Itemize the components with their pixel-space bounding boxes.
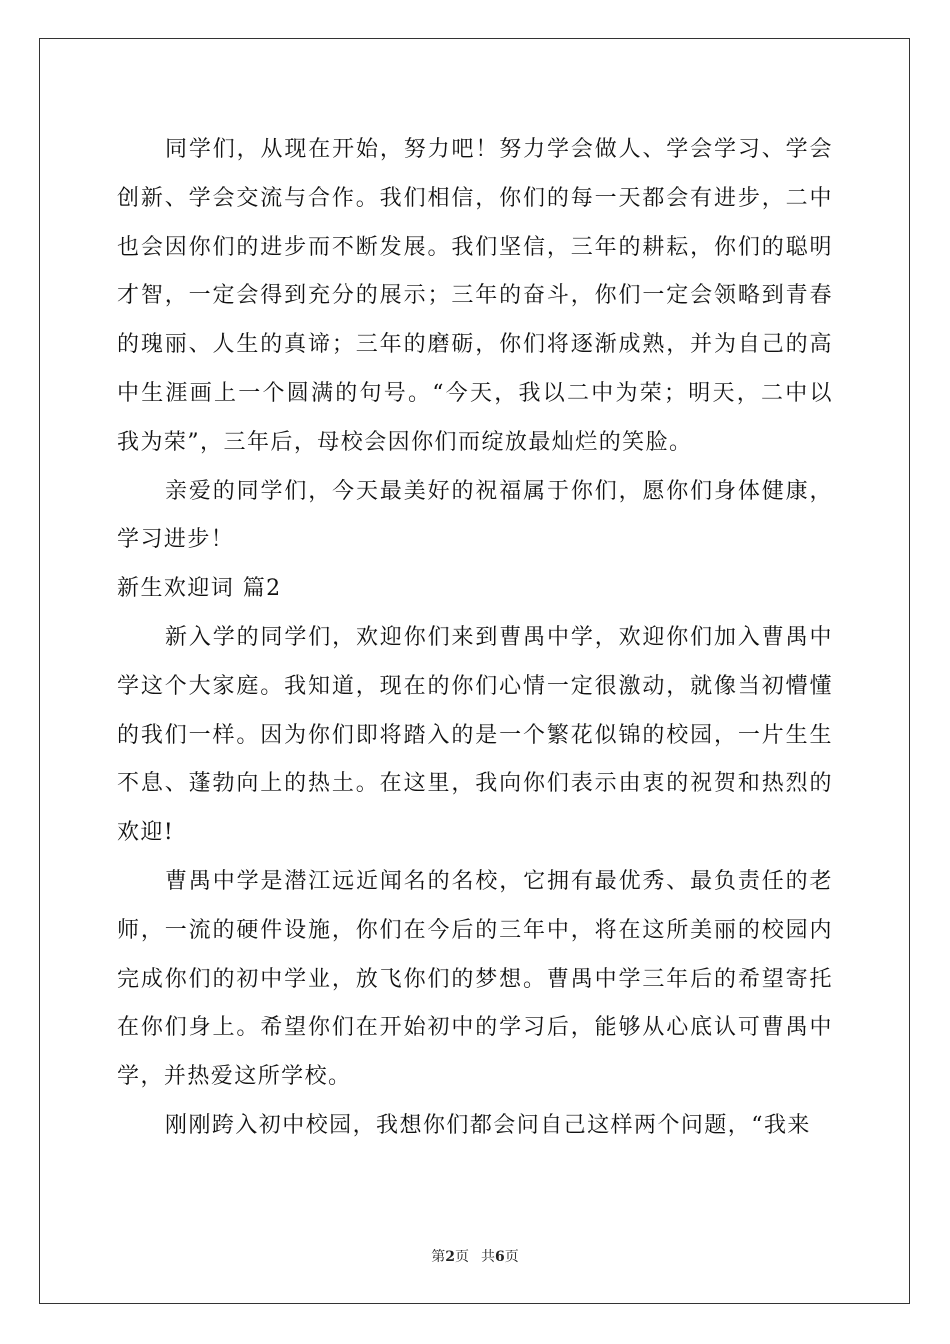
footer-page-number: 2 xyxy=(445,1249,455,1265)
footer-page-suffix: 页 xyxy=(455,1249,469,1265)
footer-total-pages: 6 xyxy=(495,1249,505,1265)
paragraph-3: 新入学的同学们，欢迎你们来到曹禺中学，欢迎你们加入曹禺中学这个大家庭。我知道，现在的你们心情一定很激动，就像当初懵懂的我们一样。因为你们即将踏入的是一个繁花似锦的校园，一片生生不息、蓬勃向上的热土。在这里，我向你们表示由衷的祝贺和热烈的欢迎! xyxy=(117,624,833,846)
paragraph-2: 亲爱的同学们，今天最美好的祝福属于你们，愿你们身体健康，学习进步！ xyxy=(117,478,833,553)
page-footer xyxy=(0,1247,950,1267)
footer-page-prefix: 第 xyxy=(431,1249,446,1265)
section-heading: 新生欢迎词 篇2 xyxy=(117,576,282,602)
paragraph-1: 同学们，从现在开始，努力吧！努力学会做人、学会学习、学会创新、学会交流与合作。我们相信，你们的每一天都会有进步，二中也会因你们的进步而不断发展。我们坚信，三年的耕耘，你们的聪明才智，一定会得到充分的展示；三年的奋斗，你们一定会领略到青春的瑰丽、人生的真谛；三年的磨砺，你们将逐渐成熟，并为自己的高中生涯画上一个圆满的句号。“今天，我以二中为荣；明天，二中以我为荣”，三年后，母校会因你们而绽放最灿烂的笑脸。 xyxy=(117,137,833,455)
document-body xyxy=(117,126,833,1151)
footer-total-suffix: 页 xyxy=(504,1249,519,1265)
paragraph-4: 曹禺中学是潜江远近闻名的名校，它拥有最优秀、最负责任的老师，一流的硬件设施，你们在今后的三年中，将在这所美丽的校园内完成你们的初中学业，放飞你们的梦想。曹禺中学三年后的希望寄托在你们身上。希望你们在开始初中的学习后，能够从心底认可曹禺中学，并热爱这所学校。 xyxy=(117,868,833,1090)
paragraph-5: 刚刚跨入初中校园，我想你们都会问自己这样两个问题，“我来 xyxy=(165,1112,811,1138)
footer-total-prefix: 共 xyxy=(481,1249,495,1265)
